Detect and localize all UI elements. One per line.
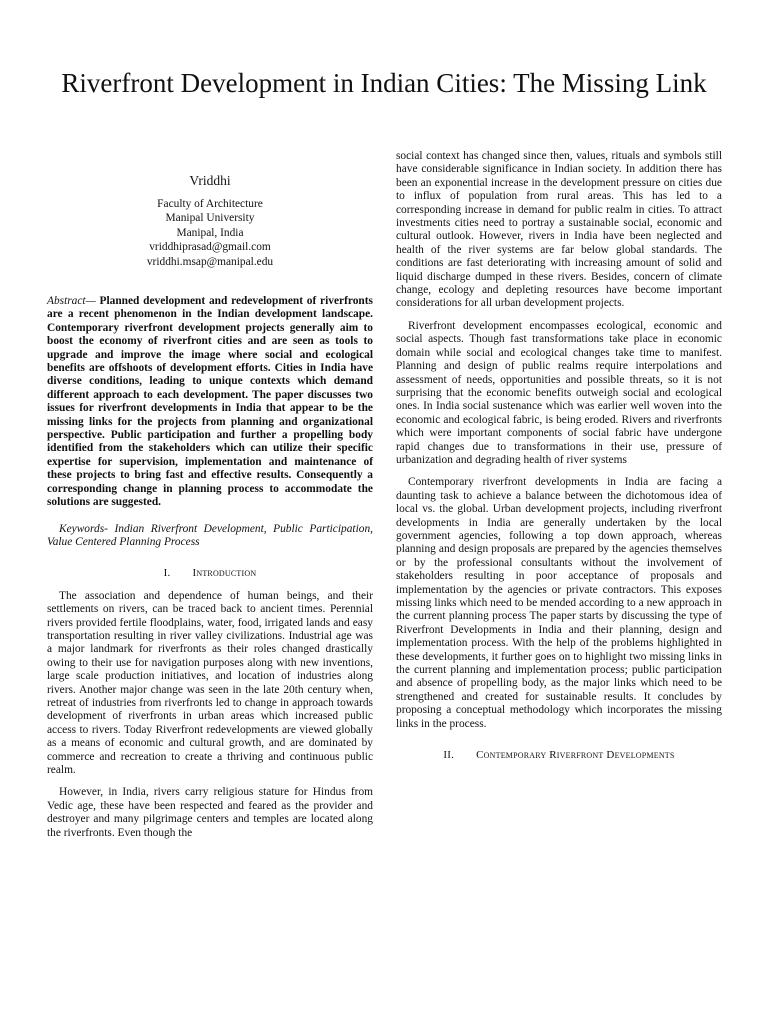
body-paragraph: Riverfront development encompasses ecological, economic and social aspects. Though fast transformations take place in economic domain while social and ecological changes take time to manifest. Planning and design of public realms require interpolations and assessment of needs, opportunities and possible threats, so it is not surprising that the economic benefits outweigh social and ecological ones. In India social sustenance which was earlier well woven into the economic and ecological fabric, is being eroded. Rivers and riverfronts which were important components of social fabric have undergone rapid changes due to transformations in their use, pressure of urbanization and degrading health of river systems [396, 319, 722, 466]
body-paragraph: Contemporary riverfront developments in India are facing a daunting task to achieve a balance between the dichotomous idea of local vs. the global. Urban development projects, including riverfront developments in India are generally undertaken by the local government agencies, following a top down approach, whereas planning and design proposals are prepared by the agencies themselves or by the professional consultants without the involvement of stakeholders resulting in poor acceptance of proposals and implementation by the agencies or private contractors. This exposes missing links which need to be mended according to a new approach in the current planning process The paper starts by discussing the type of Riverfront Developments in India and their planning, design and implementation process. With the help of the problems highlighted in these developments, it further goes on to highlight two missing links in the current planning and implementation process; public participation and absence of propelling body, as the major links which need to be strengthened and created for sustainable results. It concludes by proposing a conceptual methodology which incorporates the missing links in the process. [396, 476, 722, 730]
section-title: Introduction [192, 567, 257, 580]
section-heading-contemporary [396, 749, 722, 762]
author-block [47, 174, 373, 269]
section-title: Contemporary Riverfront Developments [476, 749, 675, 762]
affiliation-line: Manipal, India [176, 226, 244, 239]
author-email: vriddhi.msap@manipal.edu [146, 255, 274, 268]
author-email: vriddhiprasad@gmail.com [149, 241, 271, 253]
abstract-label: Abstract— [47, 295, 96, 307]
affiliation-line: Manipal University [165, 212, 255, 224]
affiliation-line: Faculty of Architecture [157, 197, 263, 210]
keywords-text: Indian Riverfront Development, Public Participation, Value Centered Planning Process [47, 522, 373, 548]
body-paragraph: However, in India, rivers carry religious stature for Hindus from Vedic age, these have been respected and feared as the provider and destroyer and many pilgrimage centers and temples are located along the riverfronts. Even though the [47, 786, 373, 839]
paper-title: Riverfront Development in Indian Cities: The Missing Link [61, 68, 707, 98]
section-number: II. [443, 749, 455, 762]
keywords [47, 523, 373, 550]
left-column [47, 150, 373, 849]
author-name: Vriddhi [189, 173, 231, 188]
body-paragraph: social context has changed since then, values, rituals and symbols still have considerable significance in Indian society. In addition there has been an exponential increase in the development pressure on cities due to influx of population from rural areas. This has led to a corresponding increase in demand for public realm in cities. To attract investments cities need to portray a sustainable social, economic and cultural outlook. However, rivers in India have been neglected and health of the river systems are far below global standards. The conditions are fast deteriorating with increasing amount of solid and liquid discharge dumped in these rivers. Besides, concern of climate change, ecology and depleting resources have become important considerations for all urban development projects. [396, 150, 722, 310]
abstract-text: Planned development and redevelopment of riverfronts are a recent phenomenon in the Indian development landscape. Contemporary riverfront development projects generally aim to boost the economy of riverfront cities and are seen as tools to upgrade and improve the image where social and ecological benefits are offshoots of development efforts. Cities in India have diverse conditions, leading to unique contexts which demand different approach to each development. The paper discusses two issues for riverfront developments in India that appear to be the missing links for the projects from planning and organizational perspective. Public participation and further a propelling body identified from the stakeholders which can utilize their specific expertise for supervision, implementation and maintenance of these projects to bring fast and effective results. Consequently a corresponding change in planning process to accommodate the solutions are suggested. [47, 295, 373, 509]
section-heading-introduction [47, 567, 373, 580]
abstract [47, 295, 373, 510]
body-paragraph: The association and dependence of human beings, and their settlements on rivers, can be traced back to ancient times. Perennial rivers provided fertile floodplains, water, food, irrigated lands and easy transportation resulting in river valley civilizations. Industrial age was a major landmark for riverfronts as their roles changed drastically owing to their use for navigation purposes along with new inventions, large scale production initiatives, and location of industries along rivers. Another major change was seen in the late 20th century when, retreat of industries from riverfronts led to change in approach towards development of riverfronts in urban areas which increased public access to rivers. Today Riverfront redevelopments are viewed globally as a means of economic and cultural growth, and are dominated by commerce and recreation to create a thriving and continuous public realm. [47, 589, 373, 776]
right-column [396, 150, 722, 771]
keywords-label: Keywords- [59, 522, 108, 535]
section-number: I. [163, 567, 171, 580]
